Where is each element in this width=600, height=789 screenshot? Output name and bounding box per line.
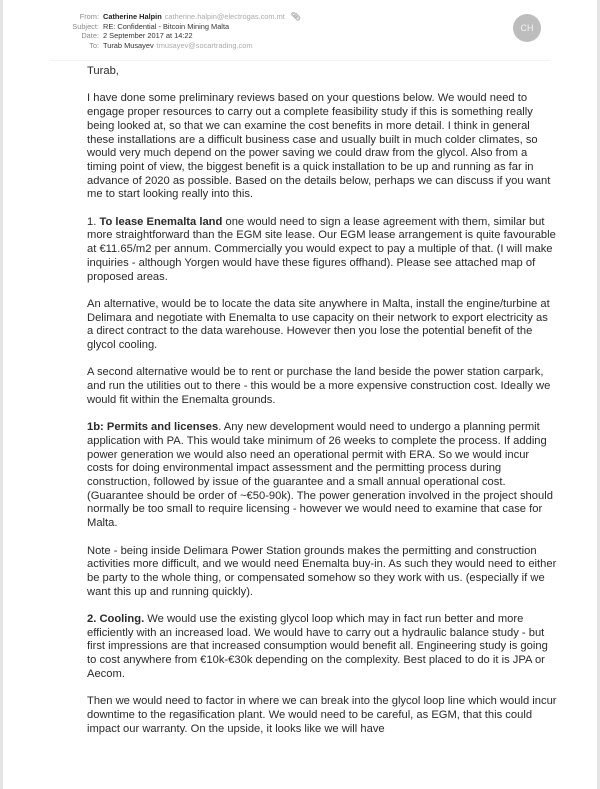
paragraph-intro: I have done some preliminary reviews based on your questions below. We would need to engage proper resources to carry out a complete feasibility study if this is something really being looked at, so that we can examine the cost benefits in more detail. I think in general these installations are a difficult business case and usually built in much colder climates, so would very much depend on the power saving we could draw from the glycol. Also from a timing point of view, the biggest benefit is a quick installation to be up and running as far in advance of 2020 as possible. Based on the details below, perhaps we can discuss if you want me to start looking really into this. — [87, 92, 551, 201]
paragraph-alternative: An alternative, would be to locate the data site anywhere in Malta, install the engine/turbine at Delimara and negotiate with Enemalta to use capacity on their network to export electricity as a direct contract to the data warehouse. However then you lose the potential benefit of the glycol cooling. — [87, 297, 550, 352]
sender-name[interactable]: Catherine Halpin — [103, 12, 162, 21]
email-header — [55, 12, 535, 50]
heading-permits: 1b: Permits and licenses — [87, 421, 219, 434]
greeting: Turab, — [87, 65, 119, 77]
window-border-left — [0, 0, 3, 789]
heading-cooling: 2. Cooling. — [87, 613, 145, 626]
subject-label: Subject: — [72, 21, 99, 31]
header-divider — [50, 60, 550, 61]
paperclip-icon[interactable]: 📎︎ — [290, 12, 301, 21]
to-row — [55, 41, 535, 51]
recipient-name[interactable]: Turab Musayev — [103, 40, 154, 50]
from-row — [55, 12, 535, 22]
sender-email[interactable]: catherine.halpin@electrogas.com.mt — [164, 12, 285, 21]
paragraph-glycol-loop: Then we would need to factor in where we can break into the glycol loop line which would incur downtime to the regasification plant. We would need to be careful, as EGM, that this could impact our warranty. On the upside, it looks like we will have — [87, 695, 557, 735]
subject-row — [55, 22, 535, 32]
to-label: To: — [89, 40, 99, 50]
date-text: 2 September 2017 at 14:22 — [103, 31, 193, 41]
subject-text: RE: Confidential - Bitcoin Mining Malta — [103, 21, 230, 31]
paragraph-note: Note - being inside Delimara Power Station grounds makes the permitting and construction activities more difficult, and we would need Enemalta buy-in. As such they would need to either be party to the whole thing, or compensated somehow so they work with us. (especially if we want this up and running quickly). — [87, 544, 557, 598]
date-row — [55, 31, 535, 41]
sender-avatar — [513, 14, 541, 42]
email-body — [87, 65, 557, 750]
paragraph-cooling: 2. Cooling. We would use the existing glycol loop which may in fact run better and more efficiently with an increased load. We would have to carry out a hydraulic balance study - but first impressions are that increased consumption would benefit all. Engineering study is going to cost anywhere from €10k-€30k depending on the complexity. Best placed to do it is JPA or Aecom. — [87, 613, 548, 680]
avatar-initials: CH — [520, 23, 534, 33]
paragraph-permits: 1b: Permits and licenses. Any new development would need to undergo a planning permit application with PA. This would take minimum of 26 weeks to complete the process. If adding power generation we would also need an operational permit with ERA. So we would incur costs for doing environmental impact assessment and the permitting process during construction, followed by issue of the guarantee and a small annual operational cost. (Guarantee should be order of ~€50-90k). The power generation involved in the project should normally be too small to require licensing - however we would need to examine that case for Malta. — [87, 421, 553, 530]
paragraph-second-alternative: A second alternative would be to rent or purchase the land beside the power station carpark, and run the utilities out to there - this would be a more expensive construction cost. Ideally we would fit within the Enemalta grounds. — [87, 366, 551, 406]
recipient-email[interactable]: tmusayev@socartrading.com — [156, 40, 253, 50]
heading-lease: To lease Enemalta land — [99, 215, 223, 228]
from-label: From: — [79, 12, 99, 21]
paragraph-lease: 1. To lease Enemalta land one would need to sign a lease agreement with them, similar but more straightforward than the EGM site lease. Our EGM lease arrangement is quite favourable at €11.65/m2 per annum. Commercially you would expect to pay a multiple of that. (I will make inquiries - although Yorgen would have these figures offhand). Please see attached map of proposed areas. — [87, 215, 556, 283]
date-label: Date: — [81, 31, 99, 41]
